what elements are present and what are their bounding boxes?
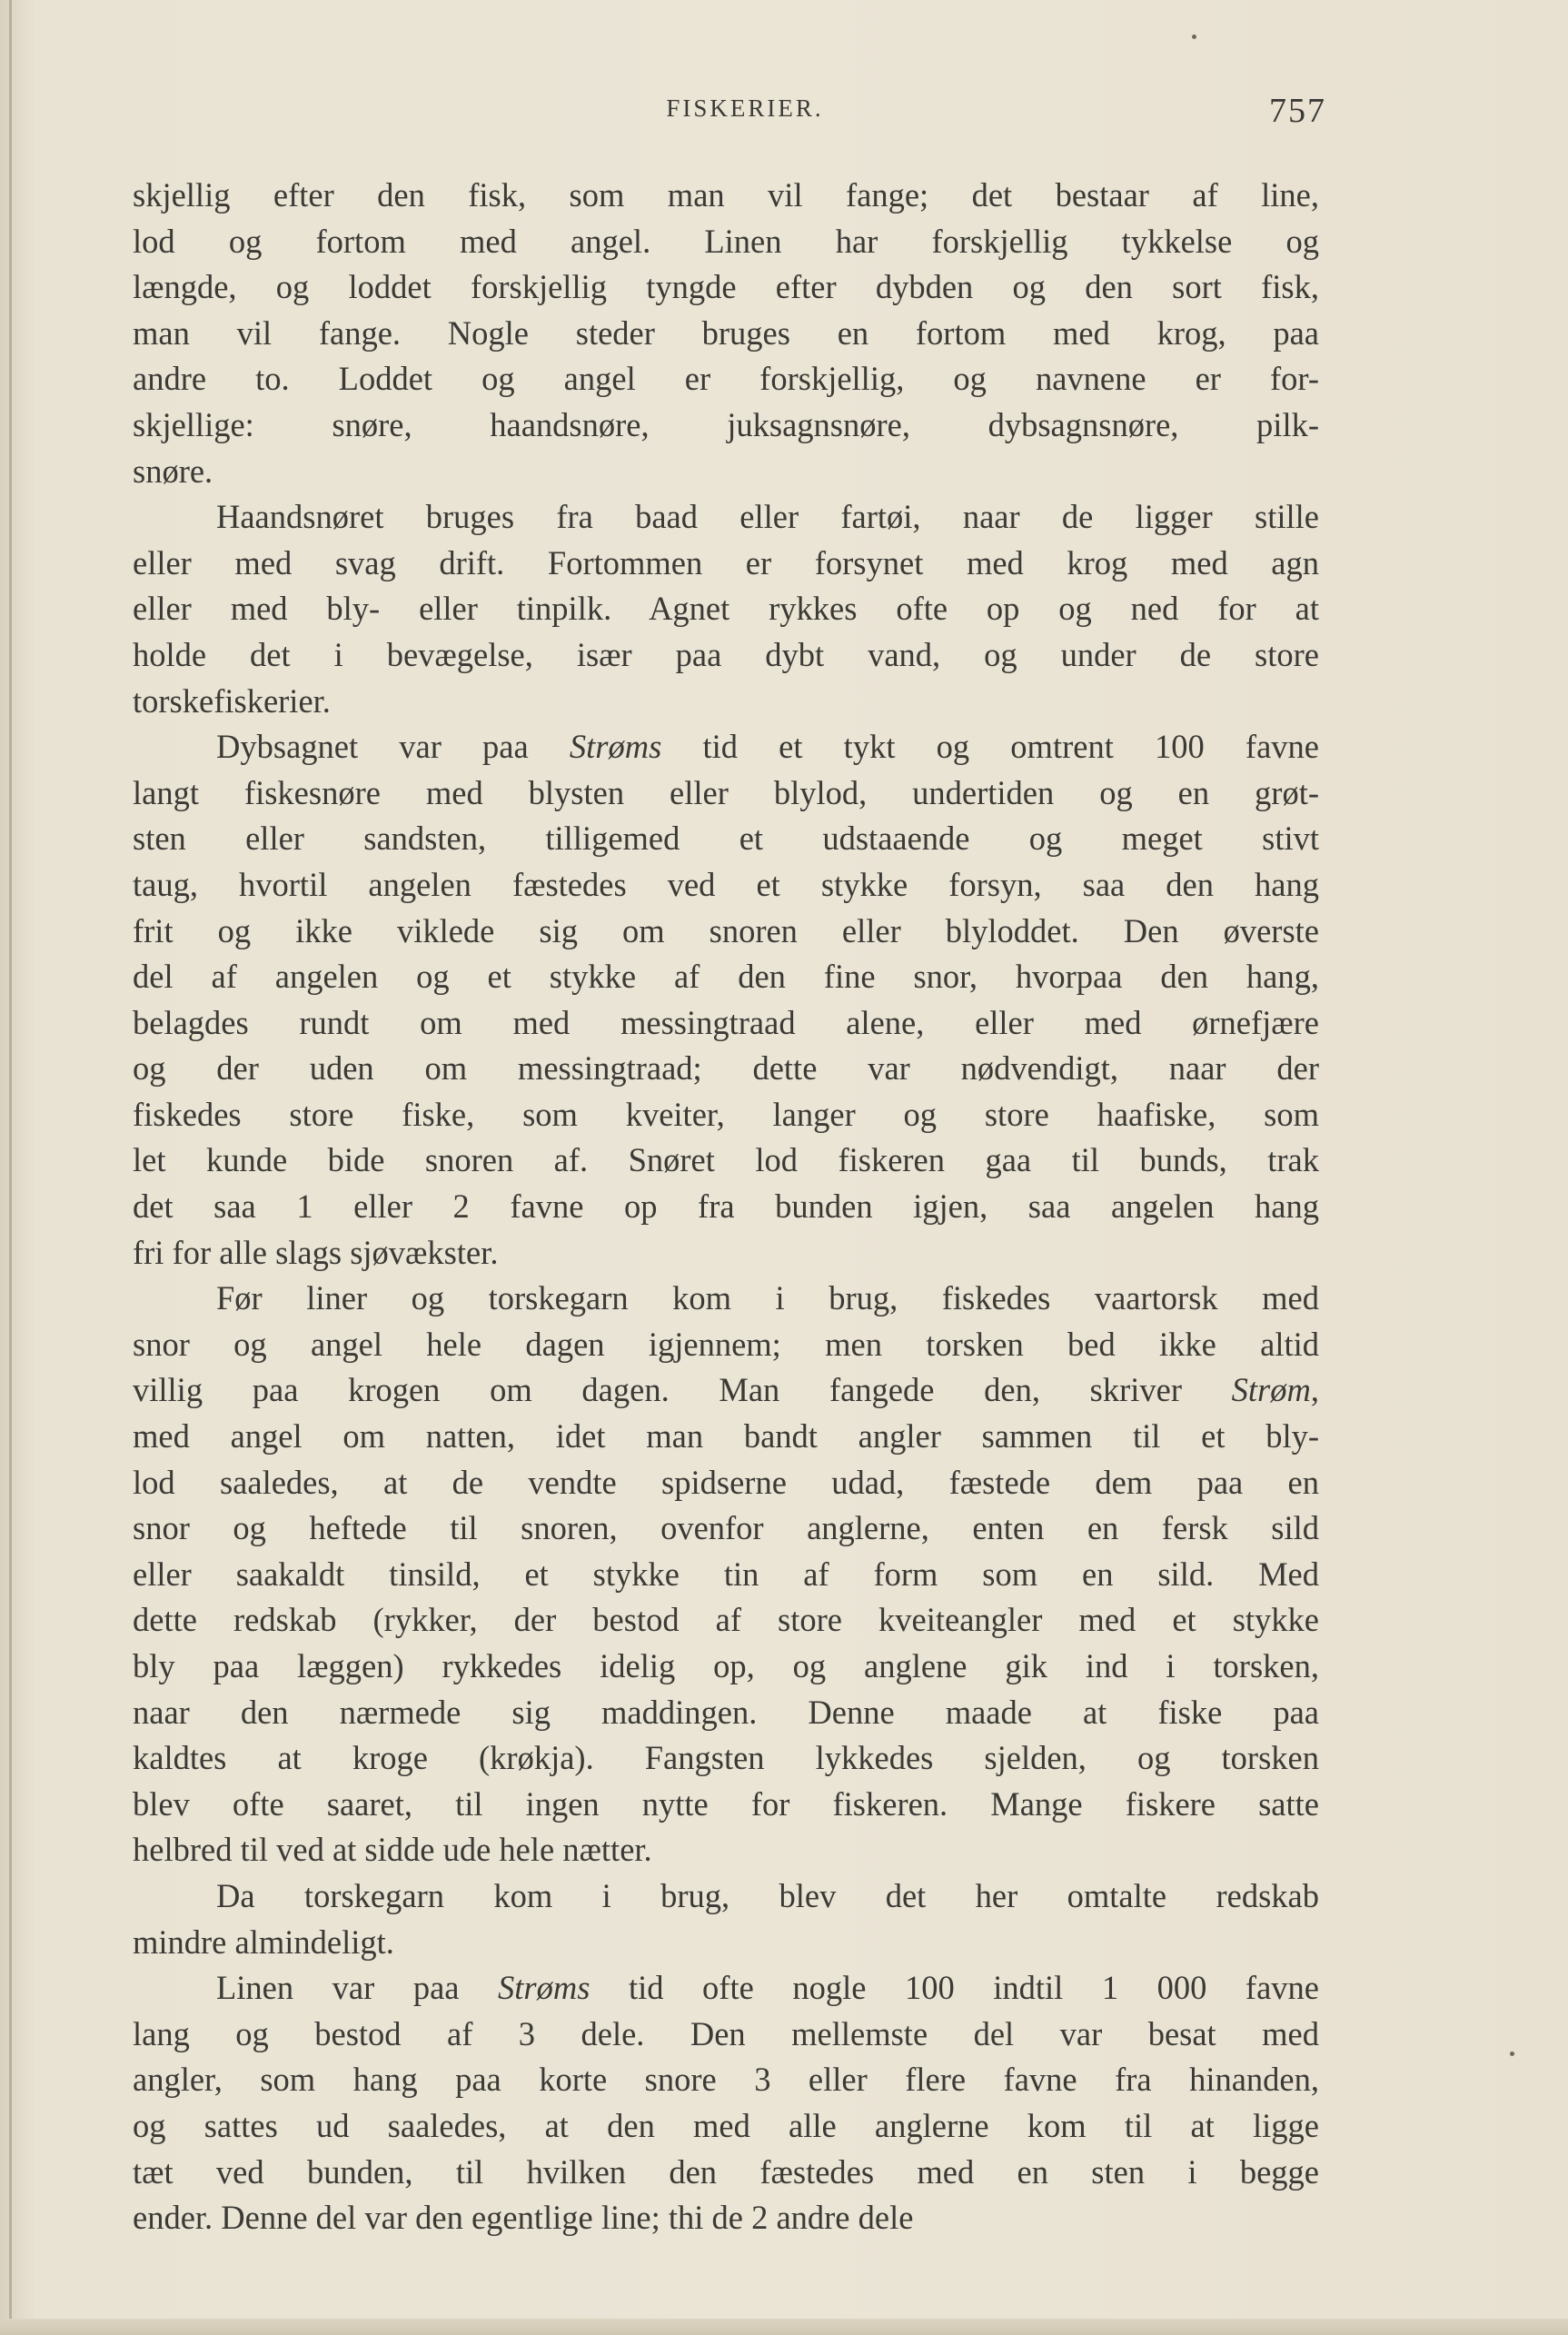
text-line: snor og heftede til snoren, ovenfor anglerne, enten en fersk sild xyxy=(133,1509,1319,1547)
text-line: Da torskegarn kom i brug, blev det her omtalte redskab xyxy=(216,1876,1319,1914)
paragraph xyxy=(133,494,1319,724)
text-line: Haandsnøret bruges fra baad eller fartøi, naar de ligger stille xyxy=(216,498,1319,536)
speck-mark xyxy=(1192,35,1196,39)
text-line: bly paa læggen) rykkedes idelig op, og anglene gik ind i torsken, xyxy=(133,1647,1319,1684)
text-line: langt fiskesnøre med blysten eller blylod, undertiden og en grøt- xyxy=(133,773,1319,811)
text-line: andre to. Loddet og angel er forskjellig, og navnene er for- xyxy=(133,360,1319,398)
text-line: kaldtes at kroge (krøkja). Fangsten lykkedes sjelden, og torsken xyxy=(133,1739,1319,1777)
text-line: man vil fange. Nogle steder bruges en fortom med krog, paa xyxy=(133,313,1319,352)
text-line: let kunde bide snoren af. Snøret lod fiskeren gaa til bunds, trak xyxy=(133,1141,1319,1179)
text-line: og sattes ud saaledes, at den med alle anglerne kom til at ligge xyxy=(133,2106,1319,2144)
text-line: holde det i bevægelse, især paa dybt vand, og under de store xyxy=(133,635,1319,673)
text-line: eller med bly- eller tinpilk. Agnet rykkes ofte op og ned for at xyxy=(133,590,1319,628)
text-line: og der uden om messingtraad; dette var nødvendigt, naar der xyxy=(133,1049,1319,1088)
text-line: torskefiskerier. xyxy=(133,681,331,720)
text-line: belagdes rundt om med messingtraad alene, eller med ørnefjære xyxy=(133,1003,1319,1041)
text-line: helbred til ved at sidde ude hele nætter. xyxy=(133,1831,652,1869)
text-line: lang og bestod af 3 dele. Den mellemste del var besat med xyxy=(133,2014,1319,2052)
text-line: del af angelen og et stykke af den fine snor, hvorpaa den hang, xyxy=(133,958,1319,996)
text-line: eller med svag drift. Fortommen er forsynet med krog med agn xyxy=(133,543,1319,581)
text-line: lod saaledes, at de vendte spidserne udad, fæstede dem paa en xyxy=(133,1463,1319,1501)
text-line: fiskedes store fiske, som kveiter, langer og store haafiske, som xyxy=(133,1095,1319,1133)
text-line: angler, som hang paa korte snore 3 eller flere favne fra hinanden, xyxy=(133,2061,1319,2099)
text-line: skjellige: snøre, haandsnøre, juksagnsnøre, dybsagnsnøre, pilk- xyxy=(133,405,1319,443)
text-line: Før liner og torskegarn kom i brug, fiskedes vaartorsk med xyxy=(216,1279,1319,1317)
paragraph xyxy=(133,1873,1319,1965)
paragraph xyxy=(133,1965,1319,2241)
text-line: tæt ved bunden, til hvilken den fæstedes med en sten i begge xyxy=(133,2152,1319,2191)
page-binding-edge xyxy=(9,0,12,2335)
text-line: med angel om natten, idet man bandt angler sammen til et bly- xyxy=(133,1417,1319,1456)
text-line: naar den nærmede sig maddingen. Denne maade at fiske paa xyxy=(133,1693,1319,1731)
page-bottom-edge xyxy=(0,2319,1568,2335)
text-line: længde, og loddet forskjellig tyngde efter dybden og den sort fisk, xyxy=(133,268,1319,306)
text-line: det saa 1 eller 2 favne op fra bunden igjen, saa angelen hang xyxy=(133,1187,1319,1226)
text-line: dette redskab (rykker, der bestod af store kveiteangler med et stykke xyxy=(133,1601,1319,1639)
text-line: ender. Denne del var den egentlige line; thi de 2 andre dele xyxy=(133,2199,914,2237)
text-line: eller saakaldt tinsild, et stykke tin af form som en sild. Med xyxy=(133,1555,1319,1593)
body-text xyxy=(133,173,1319,2241)
paragraph xyxy=(133,724,1319,1276)
text-line: taug, hvortil angelen fæstedes ved et stykke forsyn, saa den hang xyxy=(133,865,1319,903)
text-line: villig paa krogen om dagen. Man fangede den, skriver Strøm, xyxy=(133,1371,1319,1409)
running-head xyxy=(0,91,1568,136)
text-line: mindre almindeligt. xyxy=(133,1923,394,1961)
text-line: sten eller sandsten, tilligemed et udstaaende og meget stivt xyxy=(133,820,1319,858)
text-line: frit og ikke viklede sig om snoren eller blyloddet. Den øverste xyxy=(133,911,1319,949)
paragraph xyxy=(133,1276,1319,1873)
text-line: snor og angel hele dagen igjennem; men torsken bed ikke altid xyxy=(133,1325,1319,1363)
text-line: Linen var paa Strøms tid ofte nogle 100 indtil 1 000 favne xyxy=(216,1969,1319,2007)
text-line: snøre. xyxy=(133,452,213,490)
text-line: lod og fortom med angel. Linen har forskjellig tykkelse og xyxy=(133,222,1319,260)
page-number: 757 xyxy=(1269,92,1326,130)
speck-mark xyxy=(1510,2052,1514,2056)
paragraph xyxy=(133,173,1319,494)
text-line: fri for alle slags sjøvækster. xyxy=(133,1233,499,1271)
text-line: skjellig efter den fisk, som man vil fange; det bestaar af line, xyxy=(133,176,1319,214)
text-line: Dybsagnet var paa Strøms tid et tykt og omtrent 100 favne xyxy=(216,728,1319,766)
text-line: blev ofte saaret, til ingen nytte for fiskeren. Mange fiskere satte xyxy=(133,1784,1319,1823)
running-title: FISKERIER. xyxy=(666,94,824,122)
